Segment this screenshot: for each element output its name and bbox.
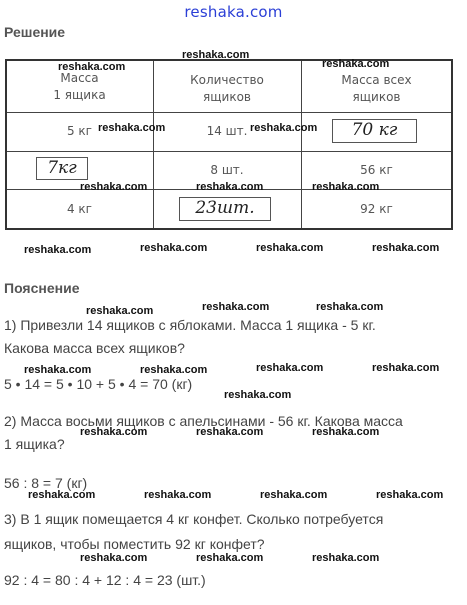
watermark: reshaka.com: [182, 49, 250, 61]
watermark: reshaka.com: [260, 489, 328, 501]
handwritten-answer: 23шт.: [195, 198, 255, 218]
watermark: reshaka.com: [256, 362, 324, 374]
table-cell: 92 кг: [360, 202, 393, 216]
watermark: reshaka.com: [144, 489, 212, 501]
header-text: Количество: [190, 73, 264, 87]
explanation-line: 56 : 8 = 7 (кг): [4, 475, 88, 491]
site-logo[interactable]: reshaka.com: [184, 3, 283, 21]
explanation-line: 1 ящика?: [4, 436, 65, 452]
watermark: reshaka.com: [80, 181, 148, 193]
explanation-line: ящиков, чтобы поместить 92 кг конфет?: [4, 536, 265, 552]
watermark: reshaka.com: [80, 552, 148, 564]
watermark: reshaka.com: [196, 181, 264, 193]
watermark: reshaka.com: [28, 489, 96, 501]
header-text: Масса всех: [341, 73, 412, 87]
header-text: ящиков: [203, 90, 251, 104]
watermark: reshaka.com: [196, 552, 264, 564]
table-cell: 56 кг: [360, 163, 393, 177]
explanation-line: Какова масса всех ящиков?: [4, 340, 185, 356]
watermark: reshaka.com: [58, 61, 126, 73]
watermark: reshaka.com: [312, 552, 380, 564]
watermark: reshaka.com: [372, 242, 440, 254]
watermark: reshaka.com: [140, 364, 208, 376]
table-border: [5, 59, 453, 230]
watermark: reshaka.com: [372, 362, 440, 374]
explanation-line: 1) Привезли 14 ящиков с яблоками. Масса 1 ящика - 5 кг.: [4, 317, 376, 333]
table-cell: 4 кг: [66, 202, 92, 216]
explanation-line: 5 • 14 = 5 • 10 + 5 • 4 = 70 (кг): [4, 376, 193, 392]
explanation-heading: Пояснение: [4, 280, 80, 296]
watermark: reshaka.com: [376, 489, 444, 501]
table-cell: 8 шт.: [210, 163, 244, 177]
watermark: reshaka.com: [250, 122, 318, 134]
explanation-line: 92 : 4 = 80 : 4 + 12 : 4 = 23 (шт.): [4, 572, 206, 588]
watermark: reshaka.com: [196, 426, 264, 438]
watermark: reshaka.com: [24, 364, 92, 376]
header-text: ящиков: [352, 90, 401, 104]
header-text: 1 ящика: [53, 88, 106, 102]
handwritten-answer: 7кг: [47, 158, 77, 178]
watermark: reshaka.com: [322, 58, 390, 70]
table-cell: 14 шт.: [206, 124, 248, 138]
watermark: reshaka.com: [98, 122, 166, 134]
handwritten-answer: 70 кг: [351, 120, 398, 140]
explanation-line: 3) В 1 ящик помещается 4 кг конфет. Сколько потребуется: [4, 511, 384, 527]
explanation-line: 2) Масса восьми ящиков с апельсинами - 56 кг. Какова масса: [4, 413, 403, 429]
table-cell: 5 кг: [66, 124, 92, 138]
watermark: reshaka.com: [312, 181, 380, 193]
watermark: reshaka.com: [86, 305, 154, 317]
watermark: reshaka.com: [224, 389, 292, 401]
watermark: reshaka.com: [140, 242, 208, 254]
solution-heading: Решение: [4, 24, 66, 40]
watermark: reshaka.com: [202, 301, 270, 313]
watermark: reshaka.com: [312, 426, 380, 438]
watermark: reshaka.com: [256, 242, 324, 254]
watermark: reshaka.com: [24, 244, 92, 256]
watermark: reshaka.com: [80, 426, 148, 438]
watermark: reshaka.com: [316, 301, 384, 313]
header-text: Масса: [60, 71, 99, 85]
